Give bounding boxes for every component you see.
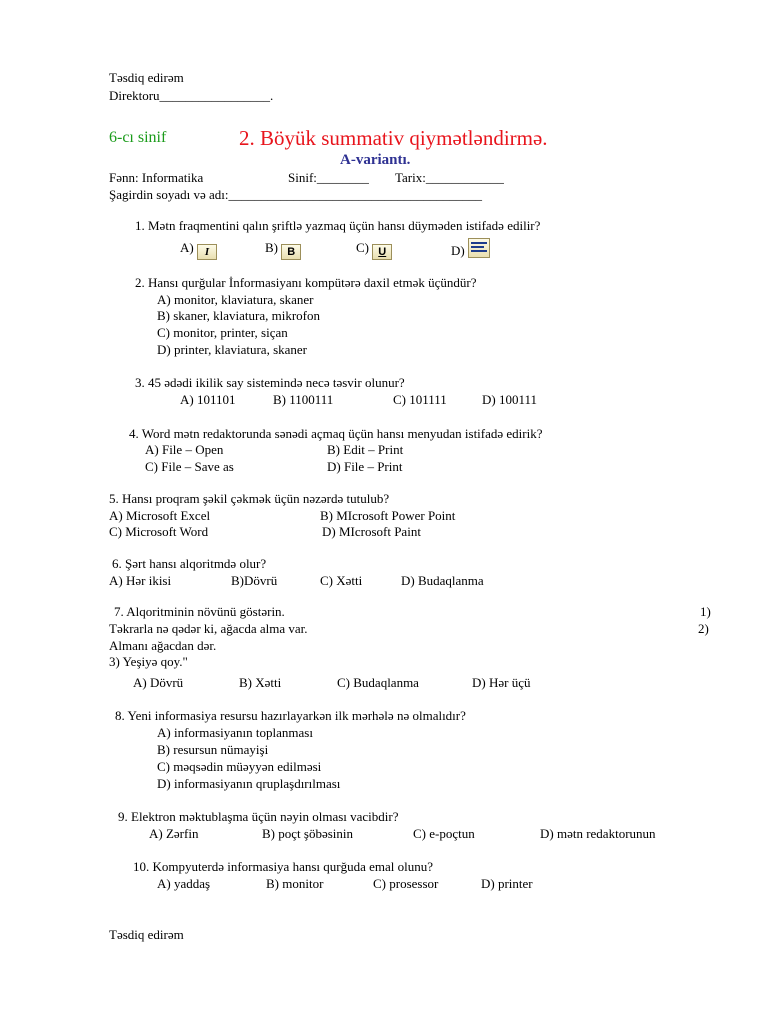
q1-option-a (180, 240, 217, 260)
q7-step-number: 2) (698, 621, 709, 636)
q2-option-b: B) skaner, klaviatura, mikrofon (157, 308, 321, 323)
option-letter: D) (451, 243, 465, 258)
question-4: 4. Word mətn redaktorunda sənədi açmaq üçün hansı menyudan istifadə edirik? (129, 426, 543, 441)
q9-option-b: B) poçt şöbəsinin (262, 826, 353, 841)
q4-option-b: B) Edit – Print (327, 442, 404, 457)
class-field: Sinif:________ (288, 170, 369, 185)
footer-approval-line: Təsdiq edirəm (109, 927, 184, 942)
option-letter: A) (180, 240, 194, 255)
q7-algorithm-line: Təkrarla nə qədər ki, ağacda alma var. (109, 621, 308, 636)
bullet-list-icon (468, 238, 490, 258)
q7-option-b: B) Xətti (239, 675, 282, 690)
q2-option-a: A) monitor, klaviatura, skaner (157, 292, 314, 307)
question-5: 5. Hansı proqram şəkil çəkmək üçün nəzərdə tutulub? (109, 491, 390, 506)
q7-step-number: 1) (700, 604, 711, 619)
q2-option-d: D) printer, klaviatura, skaner (157, 342, 308, 357)
q6-option-c: C) Xətti (320, 573, 363, 588)
q9-option-a: A) Zərfin (149, 826, 199, 841)
date-field: Tarix:____________ (395, 170, 504, 185)
question-7: 7. Alqoritminin növünü göstərin. (114, 604, 285, 619)
q1-option-c (356, 240, 392, 260)
student-name-field: Şagirdin soyadı və adı:_______________________________________ (109, 187, 483, 202)
q7-algorithm-line: 3) Yeşiyə qoy." (109, 654, 188, 669)
q4-option-c: C) File – Save as (145, 459, 234, 474)
q5-option-a: A) Microsoft Excel (109, 508, 211, 523)
option-letter: C) (356, 240, 369, 255)
variant-label: A-variantı. (340, 152, 411, 168)
q3-option-d: D) 100111 (482, 392, 538, 407)
q8-option-d: D) informasiyanın qruplaşdırılması (157, 776, 341, 791)
q8-option-b: B) resursun nümayişi (157, 742, 269, 757)
question-2: 2. Hansı qurğular İnformasiyanı kompütərə daxil etmək üçündür? (135, 275, 477, 290)
q10-option-d: D) printer (481, 876, 533, 891)
q5-option-d: D) MIcrosoft Paint (322, 524, 421, 539)
option-letter: B) (265, 240, 278, 255)
grade-label: 6-cı sinif (109, 129, 167, 146)
q5-option-c: C) Microsoft Word (109, 524, 209, 539)
italic-icon: I (197, 244, 217, 260)
question-10: 10. Kompyuterdə informasiya hansı qurğuda emal olunu? (133, 859, 434, 874)
q7-option-a: A) Dövrü (133, 675, 184, 690)
underline-icon: U (372, 244, 392, 260)
q3-option-b: B) 1100111 (273, 392, 334, 407)
approval-line: Təsdiq edirəm (109, 70, 184, 85)
q3-option-a: A) 101101 (180, 392, 236, 407)
q6-option-d: D) Budaqlanma (401, 573, 484, 588)
director-line: Direktoru_________________. (109, 88, 274, 103)
q8-option-c: C) məqsədin müəyyən edilməsi (157, 759, 322, 774)
question-9: 9. Elektron məktublaşma üçün nəyin olması vacibdir? (118, 809, 399, 824)
q1-option-b (265, 240, 301, 260)
q8-option-a: A) informasiyanın toplanması (157, 725, 313, 740)
question-8: 8. Yeni informasiya resursu hazırlayarkən ilk mərhələ nə olmalıdır? (115, 708, 466, 723)
q7-option-d: D) Hər üçü (472, 675, 531, 690)
subject-label: Fənn: Informatika (109, 170, 204, 185)
q7-option-c: C) Budaqlanma (337, 675, 419, 690)
q3-option-c: C) 101111 (393, 392, 447, 407)
q10-option-a: A) yaddaş (157, 876, 211, 891)
question-1: 1. Mətn fraqmentini qalın şriftlə yazmaq üçün hansı düyməden istifadə edilir? (135, 218, 541, 233)
question-6: 6. Şərt hansı alqoritmdə olur? (112, 556, 267, 571)
q4-option-a: A) File – Open (145, 442, 224, 457)
q10-option-c: C) prosessor (373, 876, 439, 891)
q6-option-b: B)Dövrü (231, 573, 278, 588)
page-title: 2. Böyük summativ qiymətləndirmə. (239, 126, 548, 150)
q9-option-d: D) mətn redaktorunun (540, 826, 656, 841)
question-3: 3. 45 ədədi ikilik say sistemində necə təsvir olunur? (135, 375, 405, 390)
q10-option-b: B) monitor (266, 876, 324, 891)
q5-option-b: B) MIcrosoft Power Point (320, 508, 456, 523)
q7-algorithm-line: Almanı ağacdan dər. (109, 638, 217, 653)
bold-icon: B (281, 244, 301, 260)
q9-option-c: C) e-poçtun (413, 826, 475, 841)
q2-option-c: C) monitor, printer, siçan (157, 325, 288, 340)
q4-option-d: D) File – Print (327, 459, 403, 474)
q6-option-a: A) Hər ikisi (109, 573, 172, 588)
q1-option-d (451, 238, 490, 259)
